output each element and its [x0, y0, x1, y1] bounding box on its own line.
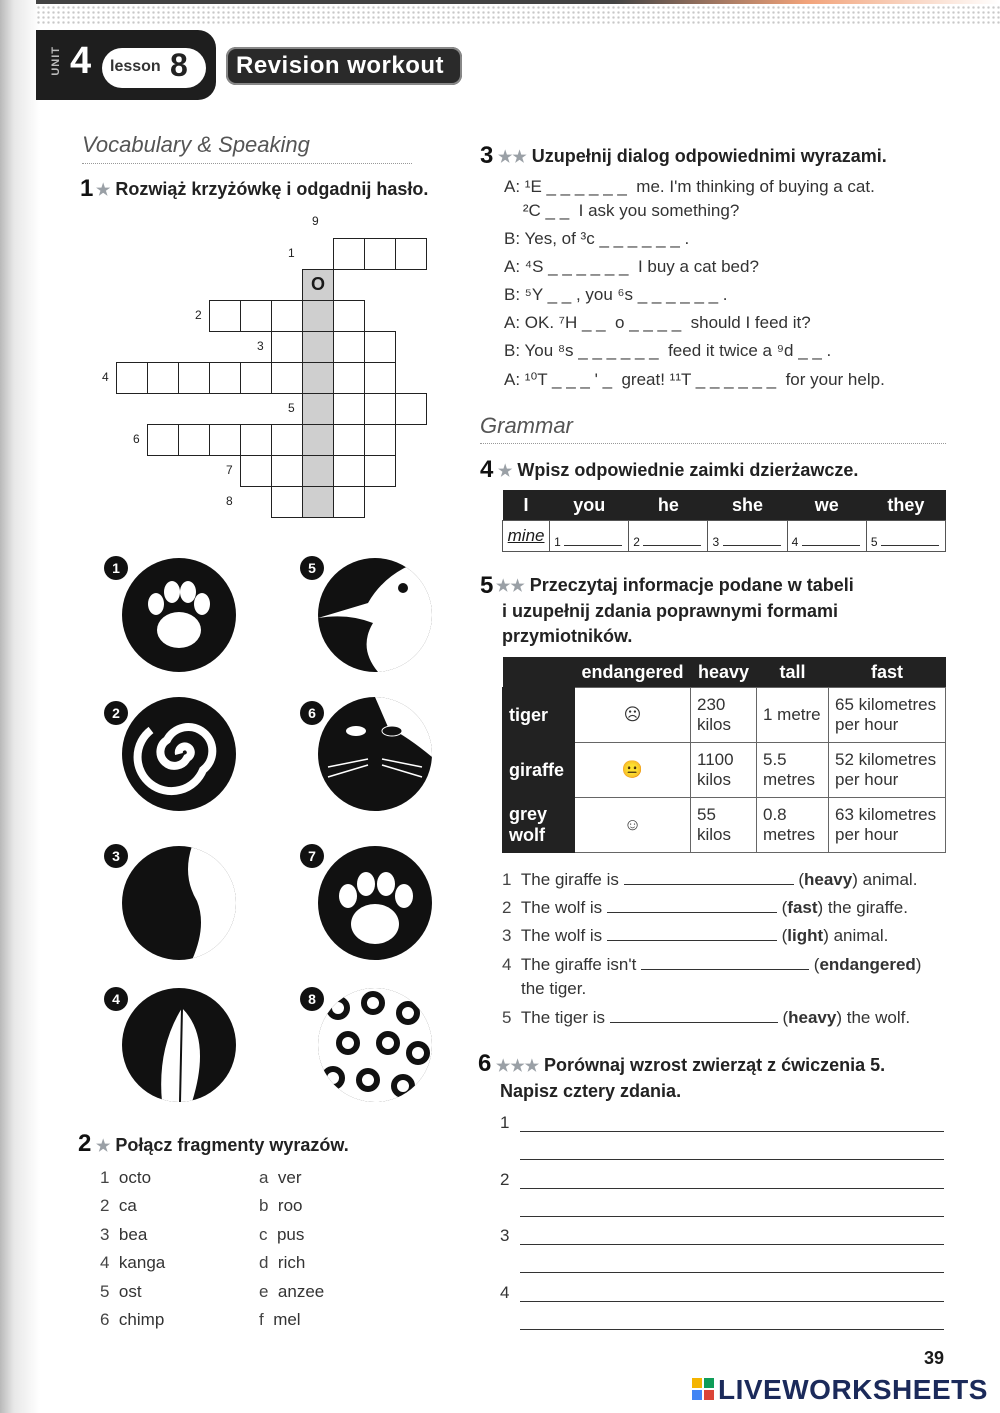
section-rule: [480, 443, 946, 444]
top-color-bar: [36, 0, 1000, 4]
crossword-cell[interactable]: [395, 393, 427, 425]
ex5-number: 5: [480, 572, 494, 599]
sad-face-icon: ☹: [575, 688, 691, 743]
picture-paw-claws: [318, 846, 432, 960]
animal-data-table: [502, 657, 946, 853]
ex2-left-item[interactable]: 4 kanga: [100, 1253, 166, 1273]
pronoun-blank[interactable]: 2: [629, 521, 708, 552]
table-header: [503, 657, 575, 688]
heavy-cell: 55 kilos: [691, 798, 757, 853]
crossword-cell[interactable]: [178, 424, 210, 456]
crossword-clue-number: 6: [133, 432, 140, 446]
ex2-heading: [96, 1133, 349, 1159]
ex4-title: Wpisz odpowiednie zaimki dzierżawcze.: [517, 460, 859, 480]
ex6-answer-line[interactable]: [520, 1329, 944, 1330]
ex5-sentence-continued: the tiger.: [521, 979, 587, 998]
crossword-cell[interactable]: [333, 238, 365, 270]
crossword-cell[interactable]: [240, 424, 272, 456]
ex2-left-item[interactable]: 5 ost: [100, 1281, 142, 1301]
ex2-right-item[interactable]: d rich: [259, 1253, 306, 1273]
heavy-cell: 230 kilos: [691, 688, 757, 743]
shell-spiral-icon: [122, 697, 236, 811]
crossword-cell[interactable]: [364, 238, 396, 270]
ex2-right-item[interactable]: c pus: [259, 1224, 305, 1244]
ex1-stars: ★: [96, 182, 111, 199]
crossword-cell[interactable]: [395, 238, 427, 270]
crossword-cell[interactable]: [364, 424, 396, 456]
ex4-heading: [498, 458, 858, 484]
animal-name: giraffe: [503, 743, 575, 798]
picture-number: 8: [300, 987, 324, 1011]
ex6-answer-line[interactable]: [520, 1159, 944, 1160]
brand-logo-text: LIVEWORKSHEETS: [718, 1374, 988, 1405]
crossword-clue-number: 3: [257, 339, 264, 353]
animal-fur-icon: [122, 846, 236, 960]
ex2-title: Połącz fragmenty wyrazów.: [115, 1135, 349, 1155]
section-vocab: Vocabulary & Speaking: [82, 132, 310, 157]
picture-bird: [318, 558, 432, 672]
smile-face-icon: ☺: [575, 798, 691, 853]
crossword-cell[interactable]: [178, 362, 210, 394]
picture-number: 7: [300, 844, 324, 868]
crossword-clue-number: 5: [288, 401, 295, 415]
pronoun-header: they: [866, 490, 945, 521]
table-header: tall: [757, 657, 829, 688]
ex2-left-item[interactable]: 6 chimp: [100, 1310, 165, 1329]
ex2-right-item[interactable]: b roo: [259, 1196, 303, 1216]
tall-cell: 5.5 metres: [757, 743, 829, 798]
dialog-line[interactable]: B: ⁵Y _ _ , you ⁶s _ _ _ _ _ _ .: [504, 285, 728, 304]
crossword-cell[interactable]: [240, 362, 272, 394]
ex6-answer-line[interactable]: [520, 1131, 944, 1132]
picture-number: 5: [300, 556, 324, 580]
ex2-left-item[interactable]: 1 octo: [100, 1168, 152, 1187]
fast-cell: 63 kilometres per hour: [829, 798, 946, 853]
crossword-cell[interactable]: [209, 424, 241, 456]
ex6-item-number: 1: [500, 1113, 510, 1132]
crossword-cell[interactable]: [240, 300, 272, 332]
picture-leopard-spots: [318, 988, 432, 1102]
crossword-answer-cell[interactable]: [302, 362, 334, 394]
crossword-answer-cell[interactable]: [302, 455, 334, 487]
ex6-stars: ★★★: [496, 1058, 540, 1075]
animal-name: grey wolf: [503, 798, 575, 853]
paw-icon: [122, 558, 236, 672]
ex2-left-item[interactable]: 3 bea: [100, 1224, 148, 1244]
crossword-answer-cell[interactable]: [302, 393, 334, 425]
section-grammar: Grammar: [480, 413, 573, 438]
ex6-item-number: 4: [500, 1282, 510, 1302]
ex5-title-line: przymiotników.: [502, 626, 633, 646]
ex3-number: 3: [480, 142, 494, 169]
ex5-sentence[interactable]: 5 The tiger is (heavy) the wolf.: [502, 1008, 911, 1027]
page-title: Revision workout: [236, 52, 445, 79]
ex3-stars: ★★: [498, 149, 527, 166]
dialog-line[interactable]: A: ⁴S _ _ _ _ _ _ I buy a cat bed?: [504, 257, 759, 276]
ex4-number: 4: [480, 456, 494, 483]
pronoun-header: she: [708, 490, 787, 521]
crossword-cell[interactable]: [116, 362, 148, 394]
fast-cell: 65 kilometres per hour: [829, 688, 946, 743]
picture-number: 2: [104, 701, 128, 725]
bird-head-icon: [318, 558, 432, 672]
crossword-given-letter: O: [311, 274, 326, 294]
ex1-title: Rozwiąż krzyżówkę i odgadnij hasło.: [115, 179, 429, 199]
lesson-number: 8: [170, 47, 188, 83]
pronoun-table: [502, 490, 946, 552]
unit-label: UNIT: [50, 46, 62, 76]
dialog-line[interactable]: ²C _ _ I ask you something?: [504, 201, 740, 220]
ex2-left-item[interactable]: 2 ca: [100, 1196, 137, 1216]
crossword-clue-number: 8: [226, 494, 233, 508]
crossword-cell[interactable]: [333, 393, 365, 425]
feather-icon: [122, 988, 236, 1102]
picture-feather: [122, 988, 236, 1102]
dialog-line[interactable]: A: OK. ⁷H _ _ o _ _ _ _ should I feed it?: [504, 313, 811, 332]
animal-name: tiger: [503, 688, 575, 743]
heavy-cell: 1100 kilos: [691, 743, 757, 798]
dialog-line[interactable]: A: ¹⁰T _ _ _ ' _ great! ¹¹T _ _ _ _ _ _ for your help.: [504, 370, 885, 389]
ex6-answer-line[interactable]: [520, 1244, 944, 1245]
picture-number: 4: [104, 987, 128, 1011]
ex5-sentence[interactable]: 3 The wolf is (light) animal.: [502, 926, 889, 945]
crossword-cell[interactable]: [333, 455, 365, 487]
crossword-cell[interactable]: [271, 362, 303, 394]
neutral-face-icon: 😐: [575, 743, 691, 798]
section-rule: [82, 163, 412, 164]
picture-number: 6: [300, 701, 324, 725]
ex5-heading: [496, 573, 854, 649]
ex5-stars: ★★: [496, 578, 525, 595]
crossword-answer-cell[interactable]: [302, 486, 334, 518]
ex6-answer-line[interactable]: [520, 1216, 944, 1217]
dialog-line[interactable]: A: ¹E _ _ _ _ _ _ me. I'm thinking of buying a cat.: [504, 177, 875, 196]
crossword-cell[interactable]: [147, 424, 179, 456]
table-header: fast: [829, 657, 946, 688]
crossword-cell[interactable]: [271, 424, 303, 456]
ex2-right-item[interactable]: a ver: [259, 1168, 302, 1187]
pronoun-blank[interactable]: 5: [866, 521, 945, 552]
pronoun-example: mine: [503, 521, 550, 552]
ex2-stars: ★: [96, 1138, 111, 1155]
crossword-cell[interactable]: [271, 300, 303, 332]
ex3-title: Uzupełnij dialog odpowiednimi wyrazami.: [531, 146, 887, 166]
ex6-number: 6: [478, 1050, 492, 1077]
ex4-stars: ★: [498, 463, 513, 480]
picture-number: 3: [104, 844, 128, 868]
crossword-cell[interactable]: [333, 424, 365, 456]
crossword-clue-number: 2: [195, 308, 202, 322]
crossword-cell[interactable]: [271, 331, 303, 363]
crossword-clue-number: 1: [288, 246, 295, 260]
ex6-answer-line[interactable]: [520, 1188, 944, 1189]
crossword-cell[interactable]: [271, 455, 303, 487]
ex6-heading: [496, 1053, 886, 1104]
liveworksheets-logo-icon: [692, 1378, 714, 1400]
ex5-sentence[interactable]: 1 The giraffe is (heavy) animal.: [502, 870, 918, 889]
dialog-line[interactable]: B: Yes, of ³c _ _ _ _ _ _ .: [504, 229, 690, 248]
crossword-cell[interactable]: [209, 300, 241, 332]
pronoun-header: we: [787, 490, 866, 521]
ex6-answer-line[interactable]: [520, 1272, 944, 1273]
crossword-cell[interactable]: [364, 331, 396, 363]
crossword-cell[interactable]: [209, 362, 241, 394]
crossword-cell[interactable]: [333, 331, 365, 363]
picture-number: 1: [104, 556, 128, 580]
ex5-title-line: i uzupełnij zdania poprawnymi formami: [502, 601, 839, 621]
page-number: 39: [924, 1348, 945, 1368]
tall-cell: 1 metre: [757, 688, 829, 743]
pronoun-header: he: [629, 490, 708, 521]
picture-fur: [122, 846, 236, 960]
unit-number: 4: [70, 40, 92, 82]
crossword-clue-number: 7: [226, 463, 233, 477]
crossword-cell[interactable]: [364, 362, 396, 394]
ex5-sentence[interactable]: 4 The giraffe isn't (endangered): [502, 955, 922, 974]
tall-cell: 0.8 metres: [757, 798, 829, 853]
crossword-cell[interactable]: [333, 486, 365, 518]
ex6-answer-line[interactable]: [520, 1301, 944, 1302]
table-header: heavy: [691, 657, 757, 688]
ex2-number: 2: [78, 1130, 92, 1157]
ex5-sentence[interactable]: 2 The wolf is (fast) the giraffe.: [502, 898, 908, 917]
ex5-title-line: Przeczytaj informacje podane w tabeli: [529, 575, 854, 595]
ex2-right-item[interactable]: e anzee: [259, 1281, 325, 1301]
dialog-line[interactable]: B: You ⁸s _ _ _ _ _ _ feed it twice a ⁹d _ _ .: [504, 341, 832, 360]
table-header: endangered: [575, 657, 691, 688]
pronoun-header: I: [503, 490, 550, 521]
ex1-number: 1: [80, 175, 94, 202]
crossword-cell[interactable]: [271, 486, 303, 518]
crossword-cell[interactable]: [333, 362, 365, 394]
pronoun-blank[interactable]: 4: [787, 521, 866, 552]
pronoun-blank[interactable]: 1: [550, 521, 629, 552]
claw-paw-icon: [318, 846, 432, 960]
crossword-cell[interactable]: [364, 455, 396, 487]
ex2-right-item[interactable]: f mel: [259, 1310, 301, 1329]
pronoun-header: you: [550, 490, 629, 521]
crossword-answer-cell[interactable]: [302, 300, 334, 332]
picture-cat: [318, 697, 432, 811]
crossword-answer-cell[interactable]: [302, 331, 334, 363]
crossword-cell[interactable]: [333, 300, 365, 332]
cat-face-icon: [318, 697, 432, 811]
ex6-title-line: Napisz cztery zdania.: [500, 1081, 682, 1101]
crossword-clue-number: 9: [312, 214, 319, 228]
pronoun-blank[interactable]: 3: [708, 521, 787, 552]
ex1-heading: [96, 177, 428, 203]
picture-paw: [122, 558, 236, 672]
crossword-clue-number: 4: [102, 370, 109, 384]
crossword-cell[interactable]: [147, 362, 179, 394]
ex3-heading: [498, 144, 887, 170]
ex6-item-number: 3: [500, 1226, 510, 1245]
ex6-item-number: 2: [500, 1169, 510, 1189]
fast-cell: 52 kilometres per hour: [829, 743, 946, 798]
ex6-title-line: Porównaj wzrost zwierząt z ćwiczenia 5.: [544, 1055, 886, 1075]
leopard-pattern-icon: [318, 988, 432, 1102]
crossword-cell[interactable]: [240, 455, 272, 487]
picture-shell: [122, 697, 236, 811]
lesson-label: lesson: [110, 58, 161, 75]
crossword-cell[interactable]: [364, 393, 396, 425]
crossword-answer-cell[interactable]: [302, 424, 334, 456]
